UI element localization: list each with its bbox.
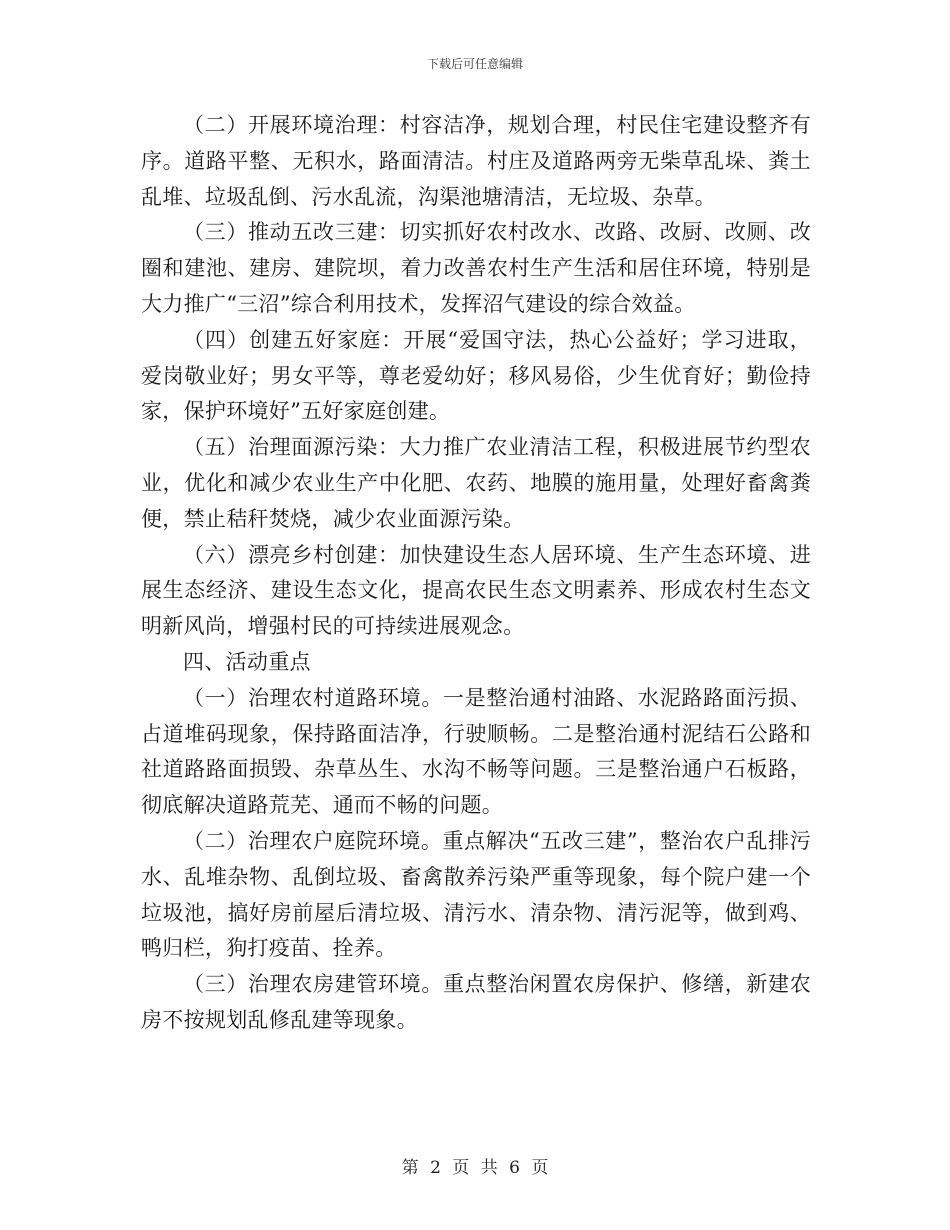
paragraph-beautiful-village: （六）漂亮乡村创建：加快建设生态人居环境、生产生态环境、进展生态经济、建设生态文化，提高农民生态文明素养、形成农村生态文明新风尚，增强村民的可持续进展观念。 [141, 542, 811, 639]
page-header-note: 下载后可任意编辑 [426, 57, 523, 71]
section-heading-activity-focus: 四、活动重点 [183, 649, 311, 674]
paragraph-courtyard-environment: （二）治理农户庭院环境。重点解决“五改三建”，整治农户乱排污水、乱堆杂物、乱倒垃圾、畜禽散养污染严重等现象，每个院户建一个垃圾池，搞好房前屋后清垃圾、清污水、清杂物、清污泥等，做到鸡、鸭归栏，狗打疫苗、拴养。 [141, 828, 811, 961]
paragraph-five-good-families: （四）创建五好家庭：开展“爱国守法，热心公益好；学习进取，爱岗敬业好；男女平等，尊老爱幼好；移风易俗，少生优育好；勤俭持家，保护环境好”五好家庭创建。 [141, 327, 811, 424]
paragraph-road-environment: （一）治理农村道路环境。一是整治通村油路、水泥路路面污损、占道堆码现象，保持路面洁净，行驶顺畅。二是整治通村泥结石公路和社道路路面损毁、杂草丛生、水沟不畅等问题。三是整治通户石板路，彻底解决道路荒芜、通而不畅的问题。 [141, 685, 811, 818]
paragraph-environment-governance: （二）开展环境治理：村容洁净，规划合理，村民住宅建设整齐有序。道路平整、无积水，路面清洁。村庄及道路两旁无柴草乱垛、粪土乱堆、垃圾乱倒、污水乱流，沟渠池塘清洁，无垃圾、杂草。 [141, 113, 811, 209]
paragraph-housing-management: （三）治理农房建管环境。重点整治闲置农房保护、修缮，新建农房不按规划乱修乱建等现象。 [141, 972, 811, 1032]
paragraph-nonpoint-pollution: （五）治理面源污染：大力推广农业清洁工程，积极进展节约型农业，优化和减少农业生产中化肥、农药、地膜的施用量，处理好畜禽粪便，禁止秸秆焚烧，减少农业面源污染。 [141, 435, 811, 531]
document-body [141, 108, 811, 1039]
paragraph-five-reforms: （三）推动五改三建：切实抓好农村改水、改路、改厨、改厕、改圈和建池、建房、建院坝，着力改善农村生产生活和居住环境，特别是大力推广“三沼”综合利用技术，发挥沼气建设的综合效益。 [141, 220, 811, 316]
page-number-footer: 第 2 页 共 6 页 [401, 1158, 549, 1178]
